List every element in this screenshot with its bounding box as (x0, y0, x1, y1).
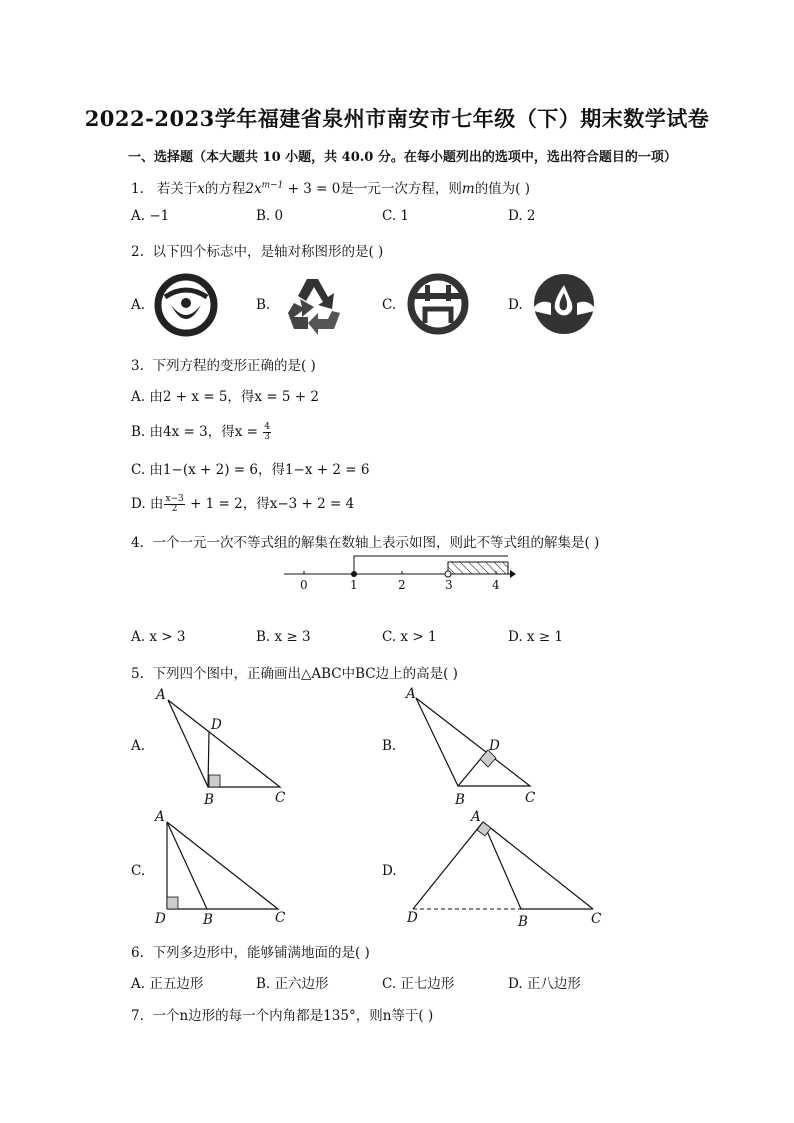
point-label-c: C (591, 911, 602, 927)
q5-option-d[interactable]: D. (382, 863, 397, 879)
triangle-figure-c (150, 815, 300, 925)
fraction: $\frac{4}{3}$ (264, 422, 270, 442)
q1-option-d[interactable]: D. 2 (508, 208, 536, 224)
question-3: 3. 下列方程的变形正确的是( ) (131, 358, 316, 374)
q2-option-c[interactable]: C. (382, 297, 397, 313)
point-label-d: D (211, 717, 222, 733)
tick-label: 1 (350, 578, 358, 592)
q4-option-a[interactable]: A. x > 3 (131, 629, 186, 645)
point-label-c: C (275, 790, 286, 806)
tick-label: 4 (492, 578, 500, 592)
fraction: $\frac{x-3}{2}$ (165, 494, 184, 514)
q6-option-c[interactable]: C. 正七边形 (382, 976, 455, 992)
point-label-d: D (155, 911, 166, 927)
page-title: 2022-2023学年福建省泉州市南安市七年级（下）期末数学试卷 (84, 106, 710, 131)
q2-option-d[interactable]: D. (508, 297, 523, 313)
point-label-b: B (204, 792, 214, 808)
question-2: 2. 以下四个标志中，是轴对称图形的是( ) (131, 244, 384, 260)
point-label-b: B (518, 914, 528, 930)
q5-option-b[interactable]: B. (382, 738, 397, 754)
q6-option-a[interactable]: A. 正五边形 (131, 976, 204, 992)
point-label-b: B (203, 912, 213, 928)
q3-option-a[interactable]: A. 由2 + x = 5，得x = 5 + 2 (131, 389, 319, 405)
q3-option-d[interactable]: D. 由 $\frac{x-3}{2}$ + 1 = 2，得x−3 + 2 = 4 (131, 494, 355, 514)
q4-option-d[interactable]: D. x ≥ 1 (508, 629, 564, 645)
tick-label: 2 (398, 578, 406, 592)
q5-option-c[interactable]: C. (131, 863, 146, 879)
q6-option-b[interactable]: B. 正六边形 (256, 976, 329, 992)
tick-label: 3 (445, 578, 453, 592)
point-label-c: C (275, 910, 286, 926)
logo-d-icon (531, 271, 597, 337)
question-4: 4. 一个一元一次不等式组的解集在数轴上表示如图，则此不等式组的解集是( ) (131, 535, 600, 551)
tick-label: 0 (300, 578, 308, 592)
question-1: 1. 若关于x的方程$2x^{m-1} + 3 = 0$是一元一次方程，则m的值为( ) (131, 180, 531, 197)
question-7: 7. 一个n边形的每一个内角都是135°，则n等于( ) (131, 1008, 434, 1024)
triangle-figure-d (405, 815, 605, 925)
recycle-logo-icon (280, 271, 346, 337)
q6-option-d[interactable]: D. 正八边形 (508, 976, 581, 992)
question-6: 6. 下列多边形中，能够铺满地面的是( ) (131, 945, 370, 961)
point-label-a: A (471, 809, 481, 825)
q1-option-b[interactable]: B. 0 (256, 208, 284, 224)
point-label-d: D (489, 738, 500, 754)
q3-option-b[interactable]: B. 由4x = 3，得x = $\frac{4}{3}$ (131, 422, 270, 442)
point-label-a: A (156, 687, 166, 703)
logo-a-icon (153, 271, 219, 337)
section-heading: 一、选择题（本大题共 10 小题，共 40.0 分。在每小题列出的选项中，选出符合题目的一项） (128, 150, 677, 165)
q4-option-c[interactable]: C. x > 1 (382, 629, 437, 645)
question-5: 5. 下列四个图中，正确画出△ABC中BC边上的高是( ) (131, 666, 458, 682)
point-label-d: D (407, 910, 418, 926)
point-label-c: C (525, 790, 536, 806)
q4-option-b[interactable]: B. x ≥ 3 (256, 629, 311, 645)
q2-option-b[interactable]: B. (256, 297, 271, 313)
logo-c-icon (405, 271, 471, 337)
point-label-a: A (155, 809, 165, 825)
q5-option-a[interactable]: A. (131, 738, 146, 754)
point-label-a: A (406, 686, 416, 702)
q2-option-a[interactable]: A. (131, 297, 146, 313)
q3-option-c[interactable]: C. 由1−(x + 2) = 6，得1−x + 2 = 6 (131, 462, 370, 478)
q1-option-c[interactable]: C. 1 (382, 208, 410, 224)
point-label-b: B (455, 792, 465, 808)
q1-option-a[interactable]: A. −1 (131, 208, 170, 224)
